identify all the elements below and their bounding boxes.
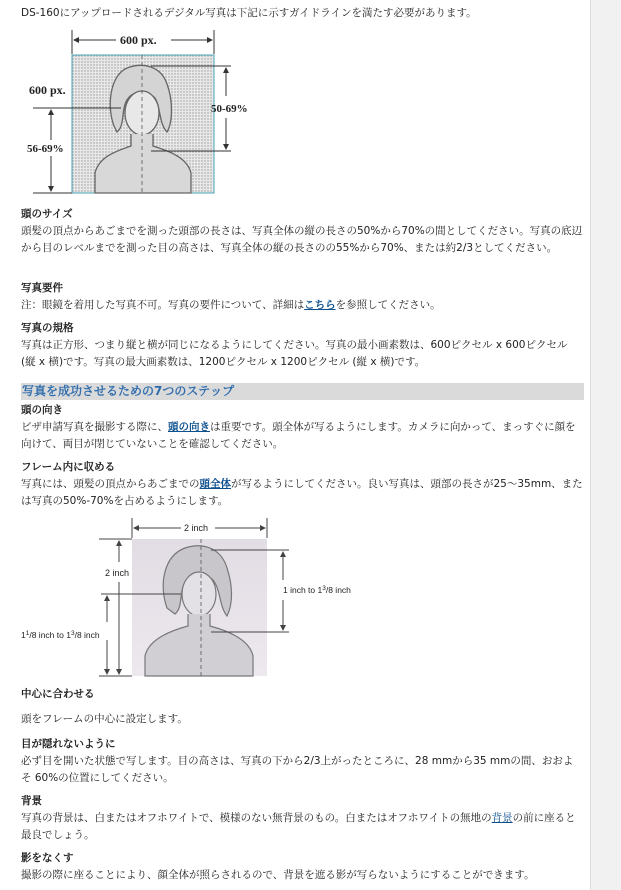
requirements-title: 写真要件 bbox=[21, 282, 63, 294]
frame-body bbox=[21, 476, 583, 510]
steps-section-title: 写真を成功させるための7つのステップ bbox=[21, 383, 584, 400]
frame-section bbox=[21, 459, 583, 510]
requirements-text-after: を参照してください。 bbox=[335, 299, 441, 311]
head-direction-text-after: は重要です。頭全体が写るようにします。カメラに向かって、まっすぐに顔を向けて、両目が閉じていないことを確認してください。 bbox=[21, 421, 576, 450]
requirements-section bbox=[21, 280, 583, 314]
center-section bbox=[21, 686, 583, 728]
diagram1-head-label: 50-69% bbox=[211, 103, 248, 115]
diagram1-height-label: 600 px. bbox=[29, 83, 66, 97]
head-direction-section bbox=[21, 402, 583, 453]
shadow-body: 撮影の際に座ることにより、顔全体が照らされるので、背景を遮る影が写らないようにすることができます。 bbox=[21, 869, 535, 881]
diagram2-width-label: 2 inch bbox=[184, 523, 209, 533]
head-size-body: 頭髪の頂点からあごまでを測った頭部の長さは、写真全体の縦の長さの50%から70%の間としてください。写真の底辺から目のレベルまでを測った目の高さは、写真全体の縦の長さのの55%から70%、または約2/3としてください。 bbox=[21, 225, 583, 254]
requirements-body bbox=[21, 297, 583, 314]
specs-title: 写真の規格 bbox=[21, 322, 74, 334]
specs-body: 写真は正方形、つまり縦と横が同じになるようにしてください。写真の最小画素数は、600ピクセル x 600ピクセル (縦 x 横)です。写真の最大画素数は、1200ピクセル x 1200ピクセル (縦 x 横)です。 bbox=[21, 339, 568, 368]
photo-guideline-diagram-inch bbox=[21, 516, 381, 682]
head-direction-title: 頭の向き bbox=[21, 404, 63, 416]
background-text-after: の前に座ると最良でしょう。 bbox=[21, 812, 576, 841]
intro-text: DS-160にアップロードされるデジタル写真は下記に示すガイドラインを満たす必要があります。 bbox=[21, 7, 477, 19]
diagram2-head-label: 1 inch to $1^3/8$ inch bbox=[283, 585, 351, 595]
right-side-panel bbox=[590, 0, 621, 890]
center-title: 中心に合わせる bbox=[21, 688, 95, 700]
background-section bbox=[21, 793, 583, 844]
eyes-title: 目が隠れないように bbox=[21, 738, 116, 750]
specs-section bbox=[21, 320, 583, 371]
frame-title: フレーム内に収める bbox=[21, 461, 116, 473]
center-body: 頭をフレームの中心に設定します。 bbox=[21, 713, 188, 725]
diagram1-eye-label: 56-69% bbox=[27, 143, 64, 155]
photo-guideline-diagram-px bbox=[21, 28, 281, 198]
head-size-section bbox=[21, 206, 583, 257]
background-body bbox=[21, 810, 583, 844]
eyes-section bbox=[21, 736, 583, 787]
head-size-title: 頭のサイズ bbox=[21, 208, 73, 220]
frame-text-before: 写真には、頭髪の頂点からあごまでの bbox=[21, 478, 200, 490]
frame-text-after: が写るようにしてください。良い写真は、頭部の長さが25～35mm、または写真の50%-70%を占めるようにします。 bbox=[21, 478, 583, 507]
diagram1-width-label: 600 px. bbox=[120, 33, 157, 47]
shadow-section bbox=[21, 850, 583, 884]
diagram2-eye-label: $1^1/8$ inch to $1^3/8$ inch bbox=[21, 630, 100, 640]
shadow-title: 影をなくす bbox=[21, 852, 74, 864]
background-title: 背景 bbox=[21, 795, 42, 807]
head-direction-body bbox=[21, 419, 583, 453]
background-link[interactable]: 背景 bbox=[491, 812, 513, 824]
diagram2-height-label: 2 inch bbox=[105, 568, 130, 578]
head-direction-text-before: ビザ申請写真を撮影する際に、 bbox=[21, 421, 168, 433]
background-text-before: 写真の背景は、白またはオフホワイトで、模様のない無背景のもの。白またはオフホワイトの無地の bbox=[21, 812, 492, 824]
frame-link[interactable]: 頭全体 bbox=[199, 478, 231, 490]
requirements-text-before: 注：眼鏡を着用した写真不可。写真の要件について、詳細は bbox=[21, 299, 305, 311]
eyes-body: 必ず目を開いた状態で写します。目の高さは、写真の下から2/3上がったところに、28 mmから35 mmの間、おおよそ 60%の位置にしてください。 bbox=[21, 755, 574, 784]
head-direction-link[interactable]: 頭の向き bbox=[168, 421, 210, 433]
requirements-link[interactable]: こちら bbox=[304, 299, 336, 311]
